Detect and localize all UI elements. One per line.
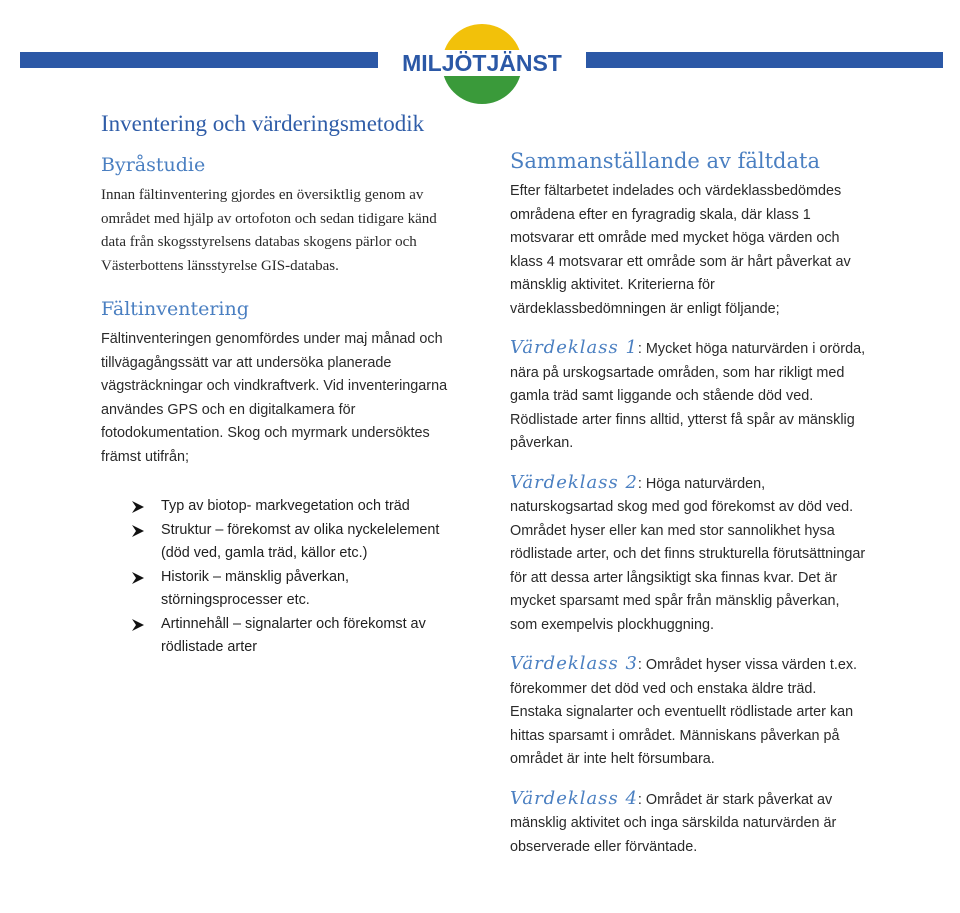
left-column [101,108,461,660]
header-band-right [586,52,943,68]
section-heading: Byråstudie [101,154,206,176]
arrowhead-bullet-icon [131,524,145,538]
arrowhead-bullet-icon [131,618,145,632]
list-item [131,519,461,566]
list-item-text: Struktur – förekomst av olika nyckelelement (död ved, gamla träd, källor etc.) [161,521,440,561]
value-class-label: Värdeklass 4 [510,787,638,809]
page-title: Inventering och värderingsmetodik [101,111,425,136]
value-class-text: : Området är stark påverkat av mänsklig aktivitet och inga särskilda naturvärden är observerade eller förväntade. [510,791,837,855]
list-item [131,566,461,613]
section-byrastudie [101,152,461,278]
arrowhead-bullet-icon [131,571,145,585]
value-class-text: : Området hyser vissa värden t.ex. förekommer det död ved och enstaka äldre träd. Enstaka signalarter och eventuellt rödlistade arter kan hittas sparsamt i området. Människans påverkan på området är inte helt försumbara. [510,657,858,767]
list-item-text: Typ av biotop- markvegetation och träd [161,498,410,514]
logo-text: MILJÖTJÄNST [402,50,562,76]
value-class-1 [510,337,870,456]
value-class-label: Värdeklass 2 [510,471,638,493]
page-header [0,0,960,110]
section-text: Fältinventeringen genomfördes under maj månad och tillvägagångssätt var att undersöka planerade vägsträckningar och vindkraftverk. Vid inventeringarna användes GPS och en digitalkamera för fotodokumentation. Skog och myrmark undersöktes främst utifrån; [101,331,448,465]
section-heading: Fältinventering [101,298,249,320]
list-item-text: Artinnehåll – signalarter och förekomst av rödlistade arter [161,615,426,655]
miljotjanst-logo [382,18,582,104]
section-text: Innan fältinventering gjordes en översiktlig genom av området med hjälp av ortofoton och sedan tidigare känd data från skogsstyrelsens databas skogens pärlor och Västerbottens länsstyrelse GIS-databas. [101,187,437,274]
intro-text: Efter fältarbetet indelades och värdeklassbedömdes områdena efter en fyragradig skala, där klass 1 motsvarar ett område med mycket höga värden och klass 4 motsvarar ett område som är hårt påverkat av mänsklig aktivitet. Kriterierna för värdeklassbedömningen är enligt följande; [510,183,851,317]
section-heading-sammanstallande: Sammanställande av fältdata [510,149,820,173]
value-class-text: : Höga naturvärden, naturskogsartad skog med god förekomst av död ved. Området hyser eller kan med stor sannolikhet hysa rödlistade arter, och det finns strukturella förutsättningar för att dessa arter långsiktigt ska finnas kvar. Det är mycket sparsamt med spår från mänsklig påverkan, som exempelvis plockhuggning. [510,475,866,633]
value-class-label: Värdeklass 3 [510,653,638,674]
value-class-4 [510,788,870,860]
value-class-label: Värdeklass 1 [510,337,638,358]
list-item-text: Historik – mänsklig påverkan, störningsprocesser etc. [161,568,349,608]
list-item [131,495,461,519]
right-column [510,148,870,859]
value-class-3 [510,653,870,772]
criteria-list [131,495,461,660]
value-class-2 [510,472,870,638]
header-band-left [20,52,378,68]
list-item [131,613,461,660]
value-class-text: : Mycket höga naturvärden i orörda, nära på urskogsartade områden, som har rikligt med gamla träd samt liggande och stående död ved. Rödlistade arter finns alltid, ytterst få spår av mänsklig påverkan. [510,341,866,451]
arrowhead-bullet-icon [131,500,145,514]
section-faltinventering [101,296,461,469]
